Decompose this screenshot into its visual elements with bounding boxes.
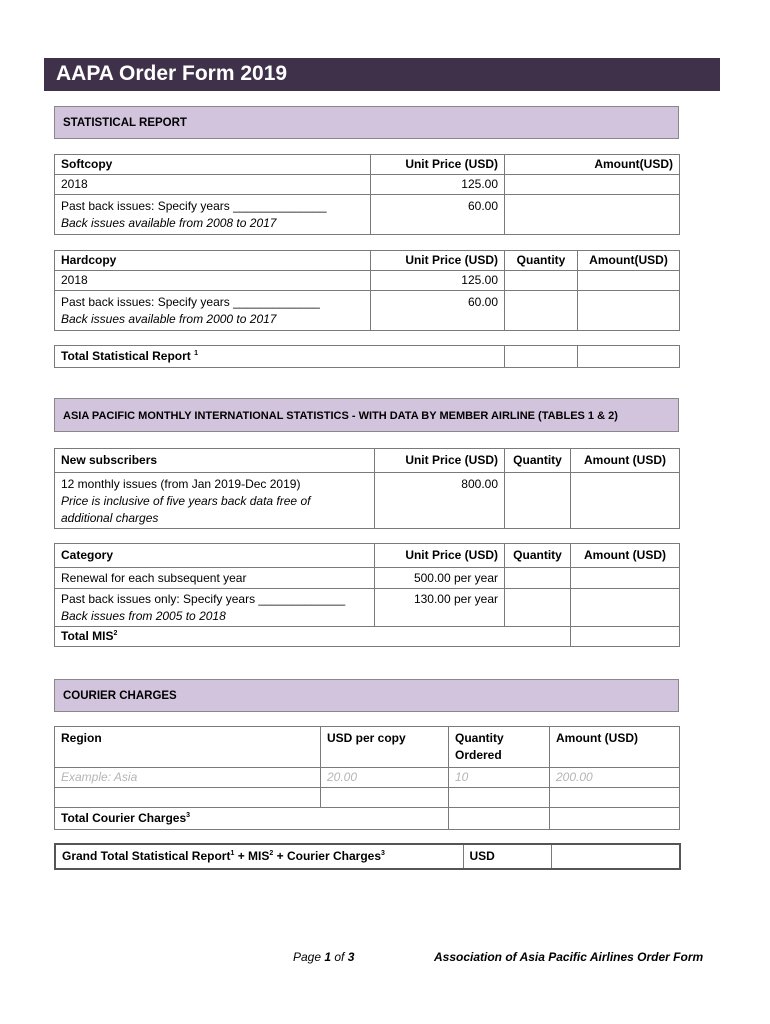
quantity-header: Quantity: [505, 544, 571, 568]
footer-org: Association of Asia Pacific Airlines Order Form: [434, 950, 704, 964]
amount-header: Amount (USD): [571, 449, 680, 473]
row-price: 125.00: [371, 175, 505, 195]
total-mis-label: Total MIS$^2$: [55, 627, 571, 647]
new-subscribers-table: [54, 448, 680, 529]
softcopy-table: [54, 154, 680, 235]
grand-total-table: [54, 843, 681, 870]
total-statistical-table: [54, 345, 680, 368]
subscription-label: 12 monthly issues (from Jan 2019-Dec 2019): [61, 477, 301, 491]
quantity-header: Quantity: [505, 251, 578, 271]
quantity-input[interactable]: [505, 271, 578, 291]
total-amount-input[interactable]: [578, 346, 680, 368]
back-issues-note: Back issues available from 2008 to 2017: [61, 216, 277, 230]
row-price: 500.00 per year: [375, 568, 505, 589]
softcopy-header: Softcopy: [55, 155, 371, 175]
amount-input[interactable]: [571, 568, 680, 589]
subscription-note: Price is inclusive of five years back data free of additional charges: [61, 494, 311, 525]
page-number: Page 1 of 3: [293, 950, 355, 964]
back-issues-note: Back issues available from 2000 to 2017: [61, 312, 277, 326]
total-courier-label: Total Courier Charges$^3$: [55, 808, 449, 830]
example-amount: 200.00: [550, 768, 680, 788]
amount-header: Amount(USD): [578, 251, 680, 271]
row-price: 800.00: [375, 473, 505, 529]
section-title: ASIA PACIFIC MONTHLY INTERNATIONAL STATISTICS - WITH DATA BY MEMBER AIRLINE (TABLES 1 & 2): [63, 410, 618, 422]
back-issues-label[interactable]: Past back issues: Specify years _____________: [61, 295, 320, 309]
total-mis-input[interactable]: [571, 627, 680, 647]
row-label: Renewal for each subsequent year: [55, 568, 375, 589]
hardcopy-table: [54, 250, 680, 331]
back-issues-cell: [55, 589, 375, 627]
back-issues-cell: [55, 291, 371, 331]
total-courier-amount-input[interactable]: [550, 808, 680, 830]
row-price: 60.00: [371, 291, 505, 331]
back-issues-note: Back issues from 2005 to 2018: [61, 609, 226, 623]
amount-input[interactable]: [578, 271, 680, 291]
unit-price-header: Unit Price (USD): [375, 449, 505, 473]
new-subscribers-header: New subscribers: [55, 449, 375, 473]
row-label: 2018: [55, 175, 371, 195]
total-quantity-input[interactable]: [505, 346, 578, 368]
section-statistical-report: [54, 106, 679, 139]
usd-input[interactable]: [321, 788, 449, 808]
region-header: Region: [55, 727, 321, 768]
back-issues-label[interactable]: Past back issues: Specify years ______________: [61, 199, 327, 213]
unit-price-header: Unit Price (USD): [371, 251, 505, 271]
quantity-input[interactable]: [505, 568, 571, 589]
category-header: Category: [55, 544, 375, 568]
section-title: STATISTICAL REPORT: [63, 117, 187, 129]
row-price: 130.00 per year: [375, 589, 505, 627]
quantity-input[interactable]: [505, 589, 571, 627]
usd-per-copy-header: USD per copy: [321, 727, 449, 768]
row-price: 60.00: [371, 195, 505, 235]
amount-input[interactable]: [505, 175, 680, 195]
example-qty: 10: [449, 768, 550, 788]
amount-input[interactable]: [550, 788, 680, 808]
grand-total-input[interactable]: [551, 844, 680, 869]
row-price: 125.00: [371, 271, 505, 291]
section-mis: [54, 398, 679, 432]
total-statistical-label: Total Statistical Report $^1$: [55, 346, 505, 368]
row-label: 2018: [55, 271, 371, 291]
quantity-header: Quantity: [505, 449, 571, 473]
quantity-input[interactable]: [505, 291, 578, 331]
total-courier-qty-input[interactable]: [449, 808, 550, 830]
page-title: AAPA Order Form 2019: [56, 62, 288, 85]
section-courier: [54, 679, 679, 712]
amount-header: Amount(USD): [505, 155, 680, 175]
back-issues-cell: [55, 195, 371, 235]
hardcopy-header: Hardcopy: [55, 251, 371, 271]
courier-table: [54, 726, 680, 830]
example-usd: 20.00: [321, 768, 449, 788]
title-bar: [44, 58, 720, 91]
section-title: COURIER CHARGES: [63, 690, 177, 702]
amount-header: Amount (USD): [571, 544, 680, 568]
amount-input[interactable]: [571, 589, 680, 627]
region-input[interactable]: [55, 788, 321, 808]
amount-input[interactable]: [578, 291, 680, 331]
quantity-ordered-header: Quantity Ordered: [449, 727, 550, 768]
grand-total-label: Grand Total Statistical Report$^1$ + $MIS^2$ + Courier Charges$^3$: [55, 844, 463, 869]
grand-total-currency: USD: [463, 844, 551, 869]
category-table: [54, 543, 680, 647]
example-region: Example: Asia: [55, 768, 321, 788]
unit-price-header: Unit Price (USD): [371, 155, 505, 175]
subscription-cell: [55, 473, 375, 529]
qty-input[interactable]: [449, 788, 550, 808]
amount-input[interactable]: [571, 473, 680, 529]
unit-price-header: Unit Price (USD): [375, 544, 505, 568]
amount-header: Amount (USD): [550, 727, 680, 768]
quantity-input[interactable]: [505, 473, 571, 529]
back-issues-label[interactable]: Past back issues only: Specify years _____________: [61, 592, 346, 606]
amount-input[interactable]: [505, 195, 680, 235]
